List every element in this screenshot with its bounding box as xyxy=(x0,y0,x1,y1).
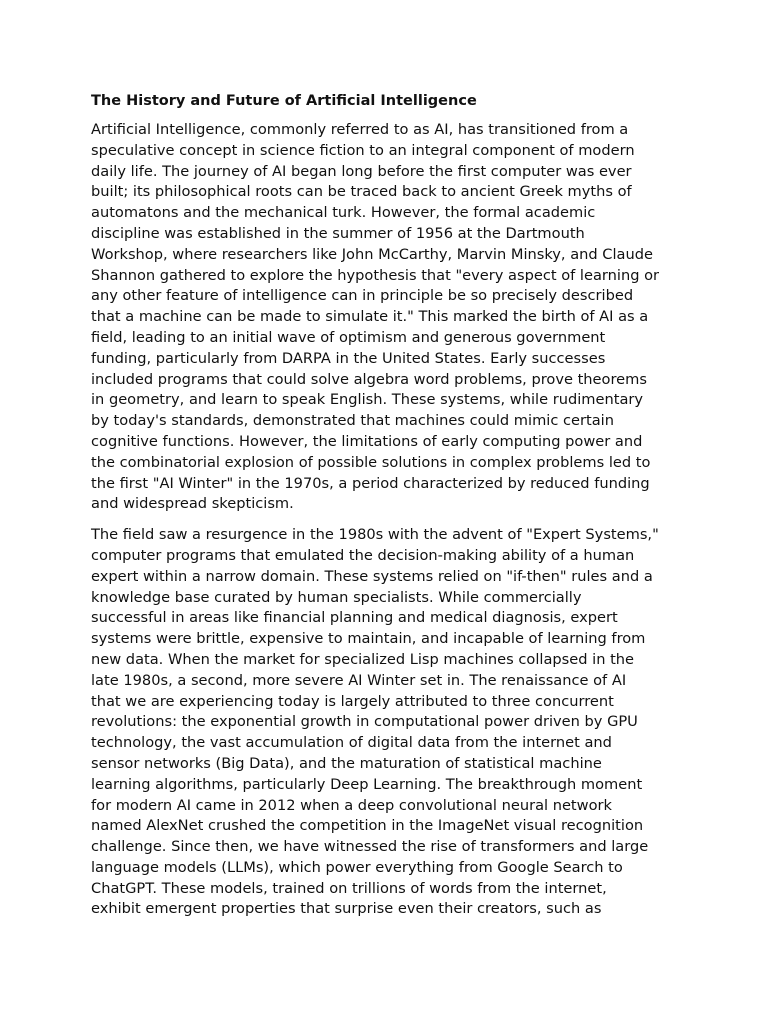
paragraph-line: for modern AI came in 2012 when a deep convolutional neural network xyxy=(91,796,612,814)
paragraph-line: cognitive functions. However, the limitations of early computing power and xyxy=(91,432,643,450)
document-title: The History and Future of Artificial Intelligence xyxy=(91,93,477,109)
paragraph-line: named AlexNet crushed the competition in the ImageNet visual recognition xyxy=(91,817,644,835)
paragraph-line: new data. When the market for specialized Lisp machines collapsed in the xyxy=(91,650,635,668)
paragraph-line: that we are experiencing today is largely attributed to three concurrent xyxy=(91,692,614,710)
paragraph-line: field, leading to an initial wave of optimism and generous government xyxy=(91,328,606,346)
paragraph-line: discipline was established in the summer of 1956 at the Dartmouth xyxy=(91,224,585,242)
paragraph-line: challenge. Since then, we have witnessed the rise of transformers and large xyxy=(91,838,649,856)
paragraph-line: expert within a narrow domain. These systems relied on "if-then" rules and a xyxy=(91,567,653,585)
paragraph-line: Workshop, where researchers like John McCarthy, Marvin Minsky, and Claude xyxy=(91,245,653,263)
paragraph-line: exhibit emergent properties that surprise even their creators, such as xyxy=(91,900,602,918)
paragraph-line: computer programs that emulated the decision-making ability of a human xyxy=(91,546,635,564)
paragraph-line: knowledge base curated by human specialists. While commercially xyxy=(91,588,582,606)
body-paragraph-2 xyxy=(91,525,688,920)
paragraph-line: in geometry, and learn to speak English. These systems, while rudimentary xyxy=(91,391,644,409)
paragraph-line: sensor networks (Big Data), and the maturation of statistical machine xyxy=(91,754,602,772)
paragraph-line: language models (LLMs), which power everything from Google Search to xyxy=(91,858,623,876)
paragraph-line: and widespread skepticism. xyxy=(91,495,294,513)
paragraph-line: The field saw a resurgence in the 1980s with the advent of "Expert Systems," xyxy=(91,526,659,544)
paragraph-line: the first "AI Winter" in the 1970s, a period characterized by reduced funding xyxy=(91,474,650,492)
paragraph-line: automatons and the mechanical turk. However, the formal academic xyxy=(91,204,596,222)
paragraph-line: the combinatorial explosion of possible solutions in complex problems led to xyxy=(91,453,651,471)
paragraph-line: built; its philosophical roots can be traced back to ancient Greek myths of xyxy=(91,183,632,201)
paragraph-line: speculative concept in science fiction to an integral component of modern xyxy=(91,141,635,159)
paragraph-line: systems were brittle, expensive to maintain, and incapable of learning from xyxy=(91,630,646,648)
paragraph-line: by today's standards, demonstrated that machines could mimic certain xyxy=(91,412,614,430)
paragraph-line: successful in areas like financial planning and medical diagnosis, expert xyxy=(91,609,618,627)
paragraph-line: daily life. The journey of AI began long before the first computer was ever xyxy=(91,162,632,180)
paragraph-line: included programs that could solve algebra word problems, prove theorems xyxy=(91,370,647,388)
paragraph-line: funding, particularly from DARPA in the United States. Early successes xyxy=(91,349,606,367)
paragraph-line: any other feature of intelligence can in principle be so precisely described xyxy=(91,287,634,305)
document-body xyxy=(91,120,688,920)
body-paragraph-1 xyxy=(91,120,688,515)
paragraph-line: revolutions: the exponential growth in computational power driven by GPU xyxy=(91,713,638,731)
paragraph-line: technology, the vast accumulation of digital data from the internet and xyxy=(91,734,612,752)
paragraph-line: late 1980s, a second, more severe AI Winter set in. The renaissance of AI xyxy=(91,671,627,689)
paragraph-line: Artificial Intelligence, commonly referred to as AI, has transitioned from a xyxy=(91,121,629,138)
paragraph-line: learning algorithms, particularly Deep Learning. The breakthrough moment xyxy=(91,775,643,793)
paragraph-line: Shannon gathered to explore the hypothesis that "every aspect of learning or xyxy=(91,266,660,284)
paragraph-line: ChatGPT. These models, trained on trillions of words from the internet, xyxy=(91,879,607,897)
paragraph-line: that a machine can be made to simulate it." This marked the birth of AI as a xyxy=(91,308,649,326)
